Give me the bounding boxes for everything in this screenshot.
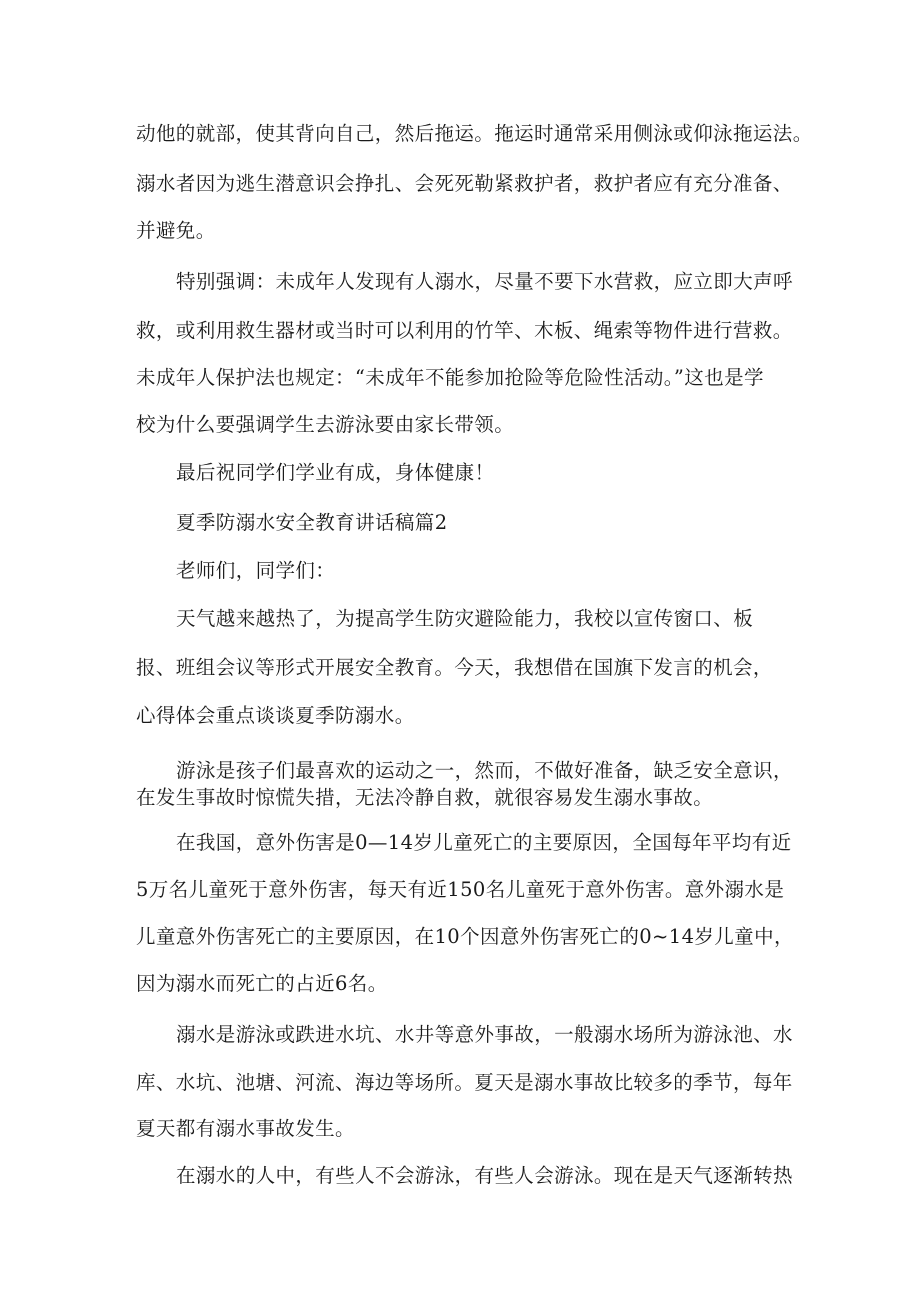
text-line-16: 在我国，意外伤害是0—14岁儿童死亡的主要原因，全国每年平均有近 (176, 831, 792, 854)
text-line-1: 动他的就部，使其背向自己，然后拖运。拖运时通常采用侧泳或仰泳拖运法。 (136, 122, 813, 145)
text-line-3: 并避免。 (136, 219, 216, 242)
text-line-13: 心得体会重点谈谈夏季防溺水。 (136, 704, 415, 727)
text-line-19: 因为溺水而死亡的占近6名。 (136, 972, 388, 995)
text-line-12: 报、班组会议等形式开展安全教育。今天，我想借在国旗下发言的机会， (136, 656, 773, 679)
text-line-20: 溺水是游泳或跌进水坑、水井等意外事故，一般溺水场所为游泳池、水 (176, 1023, 793, 1046)
text-line-23: 在溺水的人中，有些人不会游泳，有些人会游泳。现在是天气逐渐转热 (176, 1164, 793, 1187)
text-line-18: 儿童意外伤害死亡的主要原因，在10个因意外伤害死亡的0~14岁儿童中， (136, 925, 794, 948)
salutation: 老师们，同学们： (176, 559, 336, 582)
text-line-17: 5万名儿童死于意外伤害，每天有近150名儿童死于意外伤害。意外溺水是 (136, 878, 785, 901)
text-line-11: 天气越来越热了，为提高学生防灾避险能力，我校以宣传窗口、板 (176, 607, 754, 630)
text-line-7: 校为什么要强调学生去游泳要由家长带领。 (136, 413, 515, 436)
text-line-4: 特别强调：未成年人发现有人溺水，尽量不要下水营救，应立即大声呼 (176, 270, 793, 293)
text-line-6: 未成年人保护法也规定：“未成年不能参加抢险等危险性活动。”这也是学 (136, 366, 764, 389)
text-line-2: 溺水者因为逃生潜意识会挣扎、会死死勒紧救护者，救护者应有充分准备、 (136, 172, 793, 195)
section-heading: 夏季防溺水安全教育讲话稿篇2 (176, 511, 448, 534)
text-line-14: 游泳是孩子们最喜欢的运动之一，然而，不做好准备，缺乏安全意识， (176, 759, 793, 782)
text-line-21: 库、水坑、池塘、河流、海边等场所。夏天是溺水事故比较多的季节，每年 (136, 1071, 793, 1094)
text-line-22: 夏天都有溺水事故发生。 (136, 1117, 355, 1140)
text-line-15: 在发生事故时惊慌失措，无法冷静自救，就很容易发生溺水事故。 (136, 786, 714, 809)
text-line-5: 救，或利用救生器材或当时可以利用的竹竿、木板、绳索等物件进行营救。 (136, 319, 793, 342)
text-line-8: 最后祝同学们学业有成，身体健康！ (176, 461, 495, 484)
